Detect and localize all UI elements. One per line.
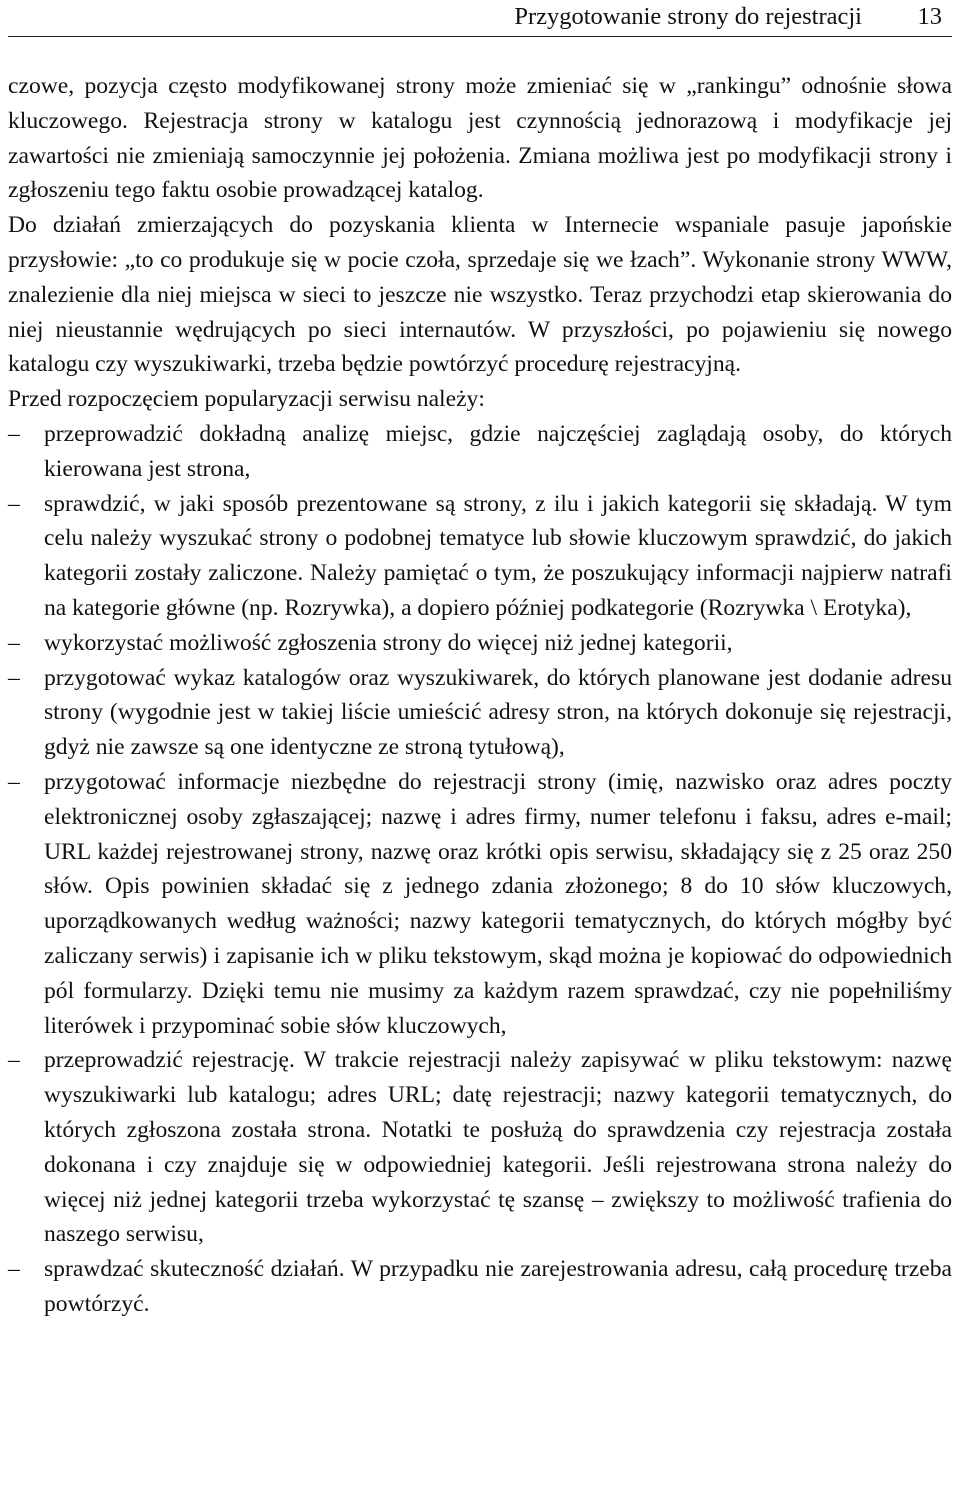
chapter-title: Przygotowanie strony do rejestracji xyxy=(514,3,862,30)
running-header xyxy=(8,0,952,37)
list-item xyxy=(8,626,952,661)
dash-bullet: – xyxy=(8,490,20,517)
dash-bullet: – xyxy=(8,664,20,691)
dash-bullet: – xyxy=(8,1047,20,1074)
document-body xyxy=(8,69,952,1322)
dash-bullet: – xyxy=(8,768,20,795)
list-item xyxy=(8,417,952,487)
dash-bullet: – xyxy=(8,420,20,447)
paragraph-list-intro: Przed rozpoczęciem popularyzacji serwisu należy: xyxy=(8,386,485,413)
paragraph-japanese-proverb: Do działań zmierzających do pozyskania klienta w Internecie wspaniale pasuje japońskie przysłowie: „to co produkuje się w pocie czoła, sprzedaje się we łzach”. Wykonanie strony WWW, znalezienie dla niej miejsca w sieci to jeszcze nie wszystko. Teraz przychodzi etap skierowania do niej nieustannie wędrujących po sieci internautów. W przyszłości, po pojawieniu się nowego katalogu czy wyszukiwarki, trzeba będzie powtórzyć procedurę rejestracyjną. xyxy=(8,212,952,378)
list-item-text: sprawdzić, w jaki sposób prezentowane są strony, z ilu i jakich kategorii się składają. W tym celu należy wyszukać strony o podobnej tematyce lub słowie kluczowym sprawdzić, do jakich kategorii zostały zaliczone. Należy pamiętać o tym, że poszukujący informacji najpierw natrafi na kategorie główne (np. Rozrywka), a dopiero później podkategorie (Rozrywka \ Erotyka), xyxy=(44,490,952,621)
task-list xyxy=(8,417,952,1322)
list-item-text: wykorzystać możliwość zgłoszenia strony do więcej niż jednej kategorii, xyxy=(44,629,733,656)
list-item-text: przygotować informacje niezbędne do rejestracji strony (imię, nazwisko oraz adres poczty elektronicznej osoby zgłaszającej; nazwę i adres firmy, numer telefonu i faksu, adres e-mail; URL każdej rejestrowanej strony, nazwę oraz krótki opis serwisu, składający się z 25 oraz 250 słów. Opis powinien składać się z jednego zdania złożonego; 8 do 10 słów kluczowych, uporządkowanych według ważności; nazwy kategorii tematycznych, do których mógłby być zaliczany serwis) i zapisanie ich w pliku tekstowym, skąd można je kopiować do odpowiednich pól formularzy. Dzięki temu nie musimy za każdym razem sprawdzać, czy nie popełniliśmy literówek i przypominać sobie słów kluczowych, xyxy=(44,768,952,1039)
dash-bullet: – xyxy=(8,1256,20,1283)
list-item-text: sprawdzać skuteczność działań. W przypadku nie zarejestrowania adresu, całą procedurę trzeba powtórzyć. xyxy=(44,1256,952,1317)
dash-bullet: – xyxy=(8,629,20,656)
list-item xyxy=(8,1252,952,1322)
document-page xyxy=(8,0,952,1322)
list-item-text: przeprowadzić dokładną analizę miejsc, gdzie najczęściej zaglądają osoby, do których kierowana jest strona, xyxy=(44,420,952,482)
list-item xyxy=(8,765,952,1043)
paragraph-continuation: czowe, pozycja często modyfikowanej strony może zmieniać się w „rankingu” odnośnie słowa kluczowego. Rejestracja strony w katalogu jest czynnością jednorazową i modyfikacje jej zawartości nie zmieniają samoczynnie jej położenia. Zmiana możliwa jest po modyfikacji strony i zgłoszeniu tego faktu osobie prowadzącej katalog. xyxy=(8,73,952,204)
list-item xyxy=(8,661,952,765)
list-item-text: przygotować wykaz katalogów oraz wyszukiwarek, do których planowane jest dodanie adresu strony (wygodnie jest w takiej liście umieścić adresy stron, na których dokonuje się rejestracji, gdyż nie zawsze są one identyczne ze stroną tytułową), xyxy=(44,664,952,761)
list-item-text: przeprowadzić rejestrację. W trakcie rejestracji należy zapisywać w pliku tekstowym: nazwę wyszukiwarki lub katalogu; adres URL; datę rejestracji; nazwy kategorii tematycznych, do których zgłoszona została strona. Notatki te posłużą do sprawdzenia czy rejestracja została dokonana i czy znajduje się w odpowiedniej kategorii. Jeśli rejestrowana strona należy do więcej niż jednej kategorii trzeba wykorzystać tę szansę – zwiększy to możliwość trafienia do naszego serwisu, xyxy=(44,1047,952,1248)
page-number: 13 xyxy=(917,3,942,30)
list-item xyxy=(8,1043,952,1252)
list-item xyxy=(8,487,952,626)
